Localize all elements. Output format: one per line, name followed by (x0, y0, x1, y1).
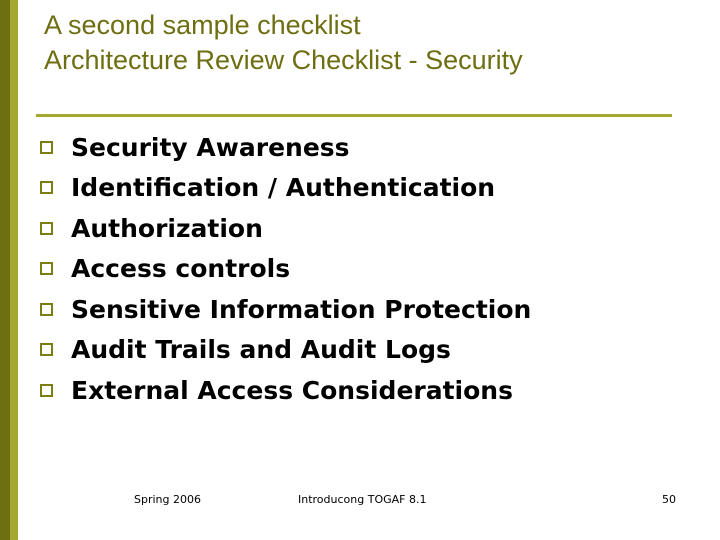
square-bullet-icon (40, 343, 53, 356)
title-line-2: Architecture Review Checklist - Security (44, 45, 523, 75)
square-bullet-icon (40, 384, 53, 397)
sidebar-light-stripe (10, 0, 18, 540)
bullet-text: Access controls (71, 254, 291, 284)
list-item (40, 127, 531, 168)
footer-title: Introducong TOGAF 8.1 (298, 493, 427, 506)
sidebar-dark-stripe (0, 0, 10, 540)
square-bullet-icon (40, 141, 53, 154)
slide-title (44, 8, 523, 78)
square-bullet-icon (40, 181, 53, 194)
list-item (40, 249, 531, 290)
square-bullet-icon (40, 303, 53, 316)
bullet-text: External Access Considerations (71, 375, 513, 405)
bullet-list (40, 127, 531, 411)
bullet-text: Audit Trails and Audit Logs (71, 335, 451, 365)
list-item (40, 168, 531, 209)
list-item (40, 208, 531, 249)
bullet-text: Identification / Authentication (71, 173, 496, 203)
title-line-1: A second sample checklist (44, 10, 361, 40)
list-item (40, 330, 531, 371)
footer-date: Spring 2006 (134, 493, 201, 506)
list-item (40, 289, 531, 330)
list-item (40, 370, 531, 411)
title-divider (36, 114, 672, 117)
bullet-text: Security Awareness (71, 132, 350, 162)
square-bullet-icon (40, 222, 53, 235)
bullet-text: Sensitive Information Protection (71, 294, 532, 324)
bullet-text: Authorization (71, 213, 263, 243)
page-number: 50 (662, 493, 676, 506)
square-bullet-icon (40, 262, 53, 275)
